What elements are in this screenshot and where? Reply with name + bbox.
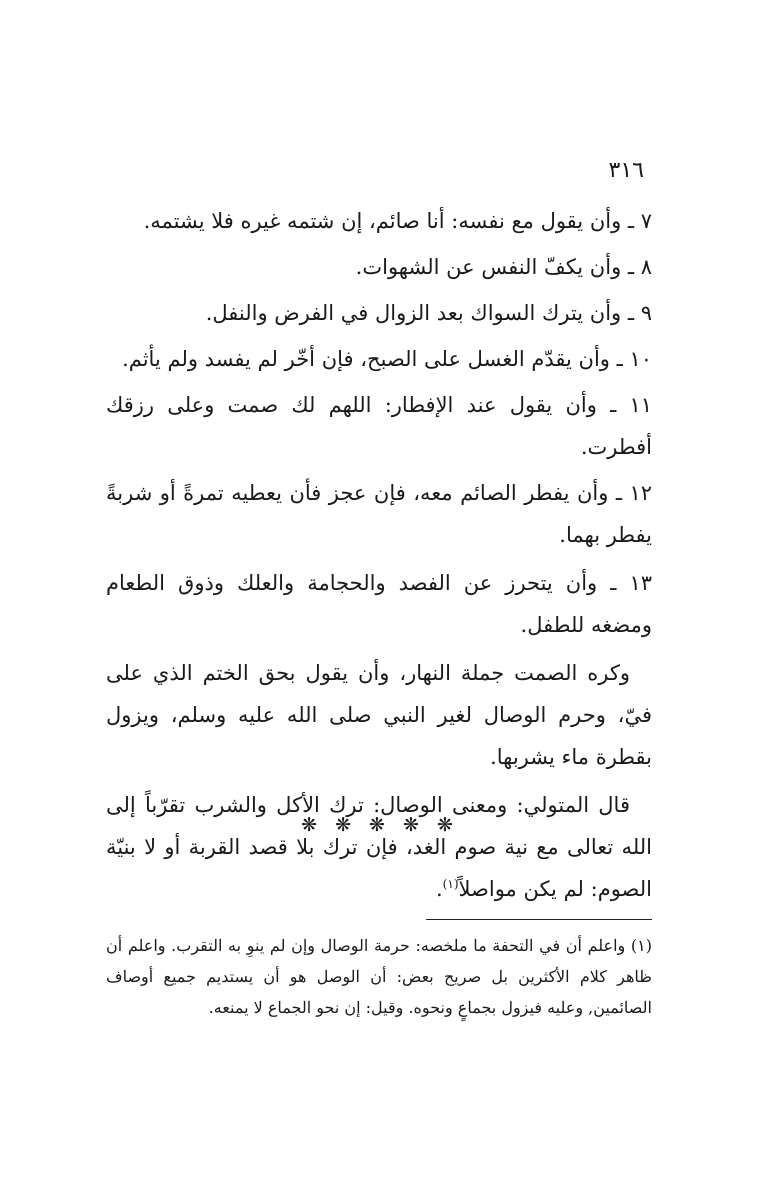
footnote-reference: (١) bbox=[442, 877, 459, 891]
list-item: ١٣ ـ وأن يتحرز عن الفصد والحجامة والعلك وذوق الطعام ومضغه للطفل. bbox=[106, 571, 652, 637]
footnote-divider bbox=[426, 919, 652, 920]
footnote bbox=[106, 930, 652, 1023]
list-item: ٩ ـ وأن يترك السواك بعد الزوال في الفرض والنفل. bbox=[205, 301, 652, 325]
page-number: ٣١٦ bbox=[608, 158, 644, 183]
paragraph-end: . bbox=[435, 877, 443, 901]
main-text bbox=[106, 200, 652, 916]
list-item: ١٠ ـ وأن يقدّم الغسل على الصبح، فإن أخّر لم يفسد ولم يأثم. bbox=[122, 347, 652, 371]
paragraph: وكره الصمت جملة النهار، وأن يقول بحق الختم الذي على فيّ، وحرم الوصال لغير النبي صلى الله عليه وسلم، ويزول بقطرة ماء يشربها. bbox=[106, 661, 652, 769]
list-item: ١١ ـ وأن يقول عند الإفطار: اللهم لك صمت وعلى رزقك أفطرت. bbox=[106, 393, 652, 459]
paragraph-text: قال المتولي: ومعنى الوصال: ترك الأكل والشرب تقرّباً إلى الله تعالى مع نية صوم الغد، فإن ترك بلا قصد القربة أو لا بنيّة الصوم: لم يكن مواصلاً bbox=[106, 793, 652, 901]
paragraph bbox=[106, 784, 652, 910]
footnote-text: (١) واعلم أن في التحفة ما ملخصه: حرمة الوصال وإن لم ينوِ به التقرب. واعلم أن ظاهر كلام الأكثرين بل صريح بعض: أن الوصل هو أن يستديم جميع أوصاف الصائمين, وعليه فيزول بجماعٍ ونحوه. وقيل: إن نحو الجماع لا يمنعه. bbox=[106, 936, 652, 1017]
section-separator: ❋ ❋ ❋ ❋ ❋ bbox=[301, 814, 459, 836]
list-item: ١٢ ـ وأن يفطر الصائم معه، فإن عجز فأن يعطيه تمرةً أو شربةً يفطر بهما. bbox=[106, 481, 652, 547]
list-item: ٧ ـ وأن يقول مع نفسه: أنا صائم، إن شتمه غيره فلا يشتمه. bbox=[143, 209, 652, 233]
list-item: ٨ ـ وأن يكفّ النفس عن الشهوات. bbox=[355, 255, 652, 279]
